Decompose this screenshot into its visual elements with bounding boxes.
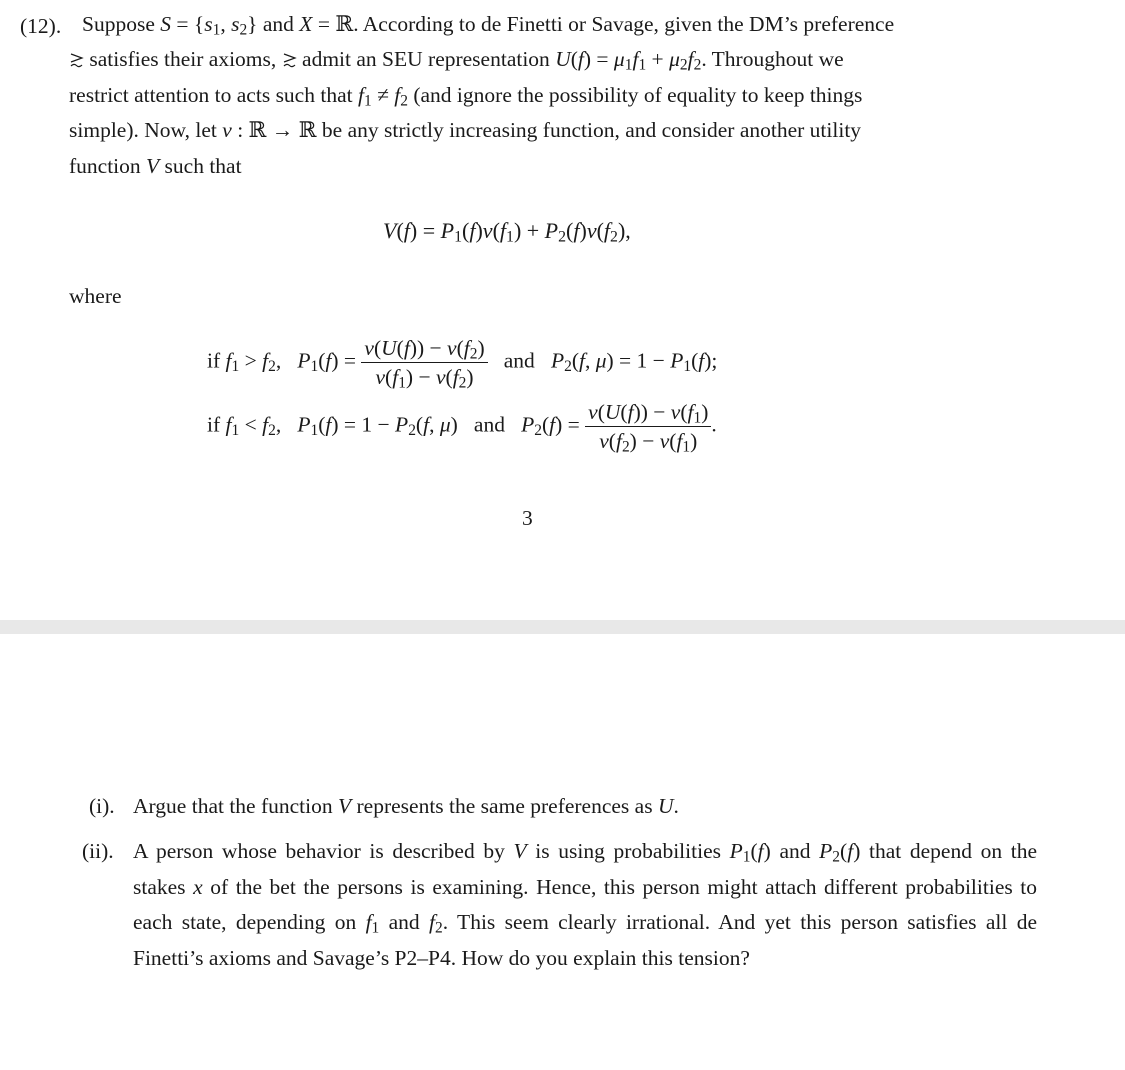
intro-line-5: function V such that — [69, 154, 242, 178]
page-number: 3 — [522, 506, 533, 530]
question-1-text: Argue that the function V represents the same preferences as U. — [133, 794, 679, 818]
where-label: where — [69, 284, 122, 308]
intro-line-4: simple). Now, let v : ℝ → ℝ be any strictly increasing function, and consider another utility — [69, 118, 862, 142]
question-1-label: (i). — [89, 794, 115, 818]
intro-line-1: Suppose $S = \{s_1$, $s_2$} and X = ℝ. According to de Finetti or Savage, given the DM’s preference — [82, 12, 895, 39]
problem-number: (12). — [20, 14, 62, 38]
question-2-text: A person whose behavior is described by V is using probabilities $P_1(f)$ and $P_2(f)$ that depend on the stakes x of the bet the persons is examining. Hence, this person might attach different probabilities to each state, depending on $f_1$ and $f_2$. This seem clearly irrational. And yet this person satisfies all de Finetti’s axioms and Savage’s P2–P4. How do you explain this tension? — [133, 839, 1038, 970]
intro-line-3: restrict attention to acts such that $f_1 \ne f_2$ (and ignore the possibility of equality to keep things — [69, 83, 863, 110]
fraction-p1: $\frac{v(U(f)) - v(f_2)}{v(f_1) - v(f_2)}$ — [361, 334, 487, 391]
fraction-p2: $\frac{v(U(f)) - v(f_1)}{v(f_2) - v(f_1)}$ — [585, 398, 711, 455]
page-separator — [0, 620, 1125, 634]
case-1: if $f_1 > f_2$, $P_1(f)$ = $\frac{v(U(f)) - v(f_2)}{v(f_1) - v(f_2)}$ and $P_2(f$, $\mu) = 1 - P_1(f)$; — [207, 336, 718, 392]
succsim-icon — [282, 52, 297, 68]
intro-line-2: satisfies their axioms, admit an SEU representation $U(f) = \mu_1f_1 + \mu_2f_2$. Throughout we — [69, 47, 1037, 72]
question-2-label: (ii). — [82, 839, 114, 863]
case-2: if $f_1 < f_2$, $P_1(f) = 1 - P_2(f$, μ) and $P_2(f)$ = $\frac{v(U(f)) - v(f_1)}{v(f_2) - v(f_1)}$ . — [207, 400, 717, 456]
succsim-icon — [69, 52, 84, 68]
equation-v: $V(f) = P_1(f)v(f_1) + P_2(f)v(f_2)$, — [383, 218, 631, 246]
